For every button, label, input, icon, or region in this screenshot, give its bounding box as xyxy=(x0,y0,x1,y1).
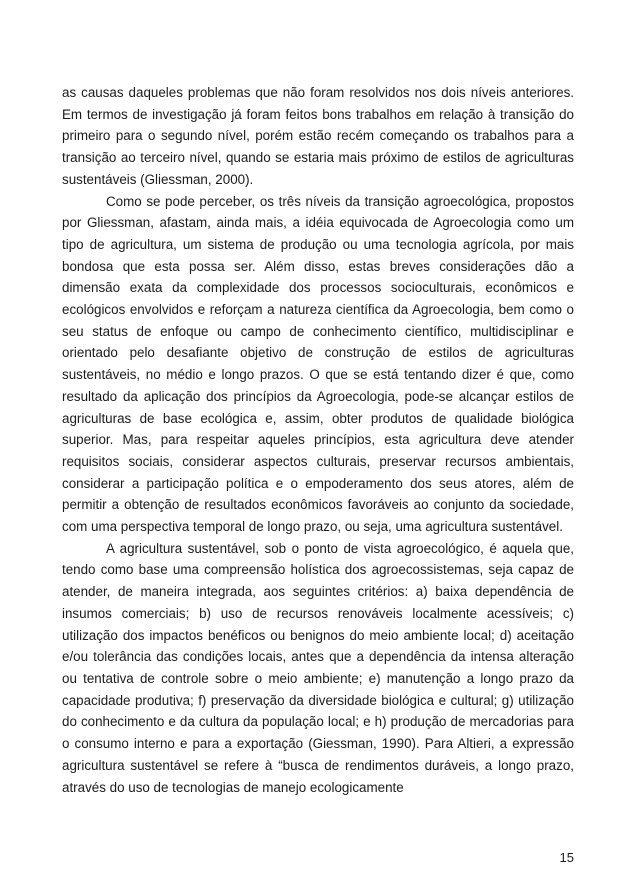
page-number: 15 xyxy=(559,850,574,865)
paragraph-continuation: as causas daqueles problemas que não foram resolvidos nos dois níveis anteriores. Em termos de investigação já foram feitos bons trabalhos em relação à transição do primeiro para o segundo nível, porém estão recém começando os trabalhos para a transição ao terceiro nível, quando se estaria mais próximo de estilos de agriculturas sustentáveis (Gliessman, 2000). xyxy=(62,85,574,187)
page-body xyxy=(62,82,574,798)
paragraph-sustainable-agriculture: A agricultura sustentável, sob o ponto de vista agroecológico, é aquela que, tendo como base uma compreensão holística dos agroecossistemas, seja capaz de atender, de maneira integrada, aos seguintes critérios: a) baixa dependência de insumos comerciais; b) uso de recursos renováveis localmente acessíveis; c) utilização dos impactos benéficos ou benignos do meio ambiente local; d) aceitação e/ou tolerância das condições locais, antes que a dependência da intensa alteração ou tentativa de controle sobre o meio ambiente; e) manutenção a longo prazo da capacidade produtiva; f) preservação da diversidade biológica e cultural; g) utilização do conhecimento e da cultura da população local; e h) produção de mercadorias para o consumo interno e para a exportação (Giessman, 1990). Para Altieri, a expressão agricultura sustentável se refere à “busca de rendimentos duráveis, a longo prazo, através do uso de tecnologias de manejo ecologicamente xyxy=(62,540,574,795)
paragraph-transition-levels: Como se pode perceber, os três níveis da transição agroecológica, propostos por Gliessman, afastam, ainda mais, a idéia equivocada de Agroecologia como um tipo de agricultura, um sistema de produção ou uma tecnologia agrícola, por mais bondosa que esta possa ser. Além disso, estas breves considerações dão a dimensão exata da complexidade dos processos socioculturais, econômicos e ecológicos envolvidos e reforçam a natureza científica da Agroecologia, bem como o seu status de enfoque ou campo de conhecimento científico, multidisciplinar e orientado pelo desafiante objetivo de construção de estilos de agriculturas sustentáveis, no médio e longo prazos. O que se está tentando dizer é que, como resultado da aplicação dos princípios da Agroecologia, pode-se alcançar estilos de agriculturas de base ecológica e, assim, obter produtos de qualidade biológica superior. Mas, para respeitar aqueles princípios, esta agricultura deve atender requisitos sociais, considerar aspectos culturais, preservar recursos ambientais, considerar a participação política e o empoderamento dos seus atores, além de permitir a obtenção de resultados econômicos favoráveis ao conjunto da sociedade, com uma perspectiva temporal de longo prazo, ou seja, uma agricultura sustentável. xyxy=(62,193,574,535)
